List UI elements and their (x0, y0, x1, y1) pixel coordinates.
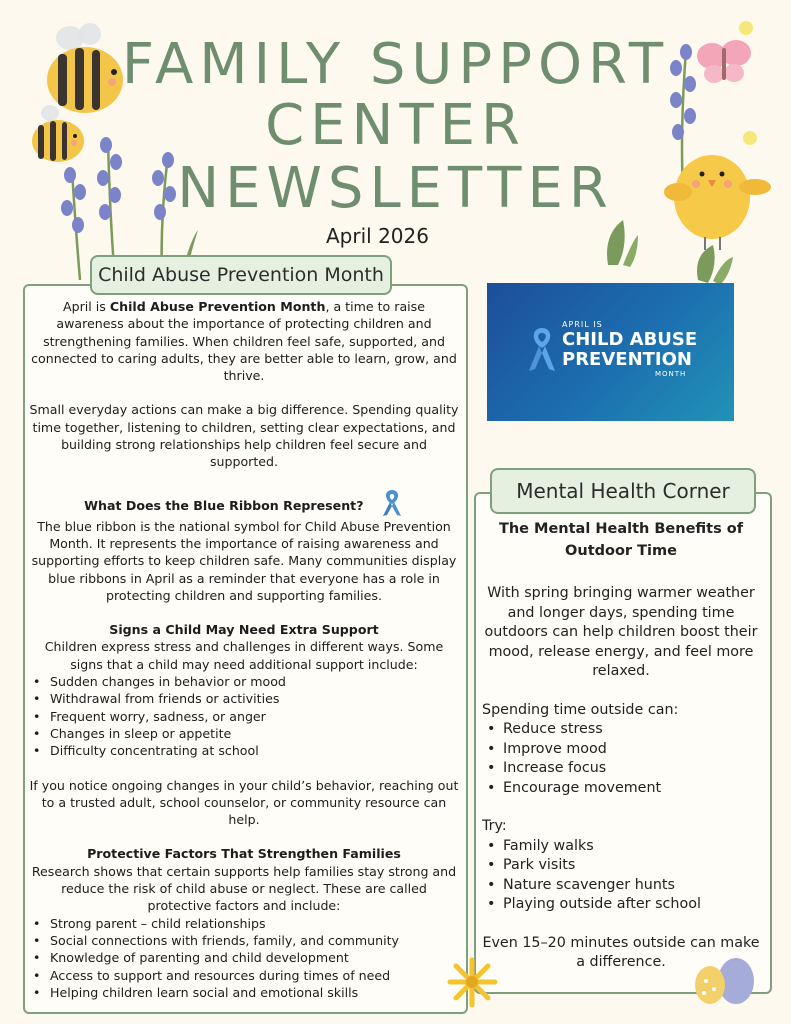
list-item: • Strong parent – child relationships (50, 915, 460, 932)
list-item: • Helping children learn social and emotional skills (50, 984, 460, 1001)
list-item: • Difficulty concentrating at school (50, 742, 460, 759)
list-item: • Frequent worry, sadness, or anger (50, 708, 460, 725)
list-item: • Encourage movement (503, 779, 760, 799)
child-abuse-prevention-tag: Child Abuse Prevention Month (90, 255, 392, 295)
closing-text: Even 15–20 minutes outside can make a difference. (482, 934, 760, 970)
list-item: • Social connections with friends, family, and community (50, 932, 460, 949)
intro-text: April is (63, 299, 110, 314)
list-item: • Sudden changes in behavior or mood (50, 673, 460, 690)
easter-egg-icon (690, 955, 760, 1005)
list-item: • Increase focus (503, 759, 760, 779)
banner-line-2: CHILD ABUSE (562, 329, 698, 350)
protective-factors-list (28, 915, 460, 1001)
newsletter-title-line-2: CENTER (265, 93, 526, 158)
mental-health-intro: With spring bringing warmer weather and longer days, spending time outdoors can help children boost their mood, release energy, and feel more relaxed. (484, 585, 758, 679)
list-item: • Improve mood (503, 740, 760, 760)
child-abuse-prevention-banner (487, 283, 734, 421)
protective-factors-intro: Research shows that certain supports help families stay strong and reduce the risk of child abuse or neglect. These are called protective factors and include: (31, 863, 457, 914)
activities-list (482, 837, 760, 915)
list2-label: Try: (482, 818, 507, 834)
notice-paragraph: If you notice ongoing changes in your child’s behavior, reaching out to a trusted adult, school counselor, or community resource can help. (29, 777, 459, 828)
list-item: • Changes in sleep or appetite (50, 725, 460, 742)
actions-paragraph: Small everyday actions can make a big difference. Spending quality time together, listening to children, setting clear expectations, and building strong relationships help children feel secure and supported. (29, 402, 459, 470)
blue-ribbon-heading-text: What Does the Blue Ribbon Represent? (84, 497, 364, 513)
protective-factors-heading: Protective Factors That Strengthen Families (87, 846, 401, 862)
newsletter-title-line-1: FAMILY SUPPORT (121, 32, 670, 97)
blue-ribbon-icon (380, 488, 404, 518)
mental-health-content (482, 518, 760, 973)
intro-text-rest: , a time to raise awareness about the importance of protecting children and strengthening families. When children feel safe, supported, and connected to caring adults, they are better able to learn, grow, and thrive. (31, 299, 457, 384)
blue-ribbon-heading (28, 488, 460, 518)
signs-intro: Children express stress and challenges in different ways. Some signs that a child may need additional support include: (44, 639, 444, 672)
newsletter-date: April 2026 (326, 224, 429, 248)
mental-health-tag: Mental Health Corner (490, 468, 756, 514)
list-item: • Access to support and resources during times of need (50, 967, 460, 984)
list-item: • Park visits (503, 856, 760, 876)
list-item: • Reduce stress (503, 720, 760, 740)
banner-line-4: MONTH (655, 370, 687, 378)
list-item: • Knowledge of parenting and child development (50, 949, 460, 966)
banner-line-1: APRIL IS (562, 320, 603, 329)
list-item: • Withdrawal from friends or activities (50, 690, 460, 707)
blue-ribbon-paragraph: The blue ribbon is the national symbol for Child Abuse Prevention Month. It represents the importance of raising awareness and supporting efforts to keep children safe. Many communities display blue ribbons in April as a reminder that everyone has a role in protecting children and supporting families. (31, 518, 457, 603)
list-item: • Family walks (503, 837, 760, 857)
newsletter-title-line-3: NEWSLETTER (177, 156, 614, 221)
list-item: • Playing outside after school (503, 895, 760, 915)
blue-ribbon-icon (527, 326, 557, 374)
child-abuse-prevention-content (28, 298, 460, 1001)
benefits-list (482, 720, 760, 798)
signs-list (28, 673, 460, 759)
list-item: • Nature scavenger hunts (503, 876, 760, 896)
sunflower-icon (445, 955, 500, 1010)
intro-paragraph (28, 298, 460, 384)
intro-bold-text: Child Abuse Prevention Month (109, 299, 326, 314)
banner-line-3: PREVENTION (562, 349, 692, 370)
list1-label: Spending time outside can: (482, 701, 679, 718)
mental-health-heading: The Mental Health Benefits of Outdoor Time (498, 521, 744, 559)
signs-heading: Signs a Child May Need Extra Support (109, 622, 379, 638)
